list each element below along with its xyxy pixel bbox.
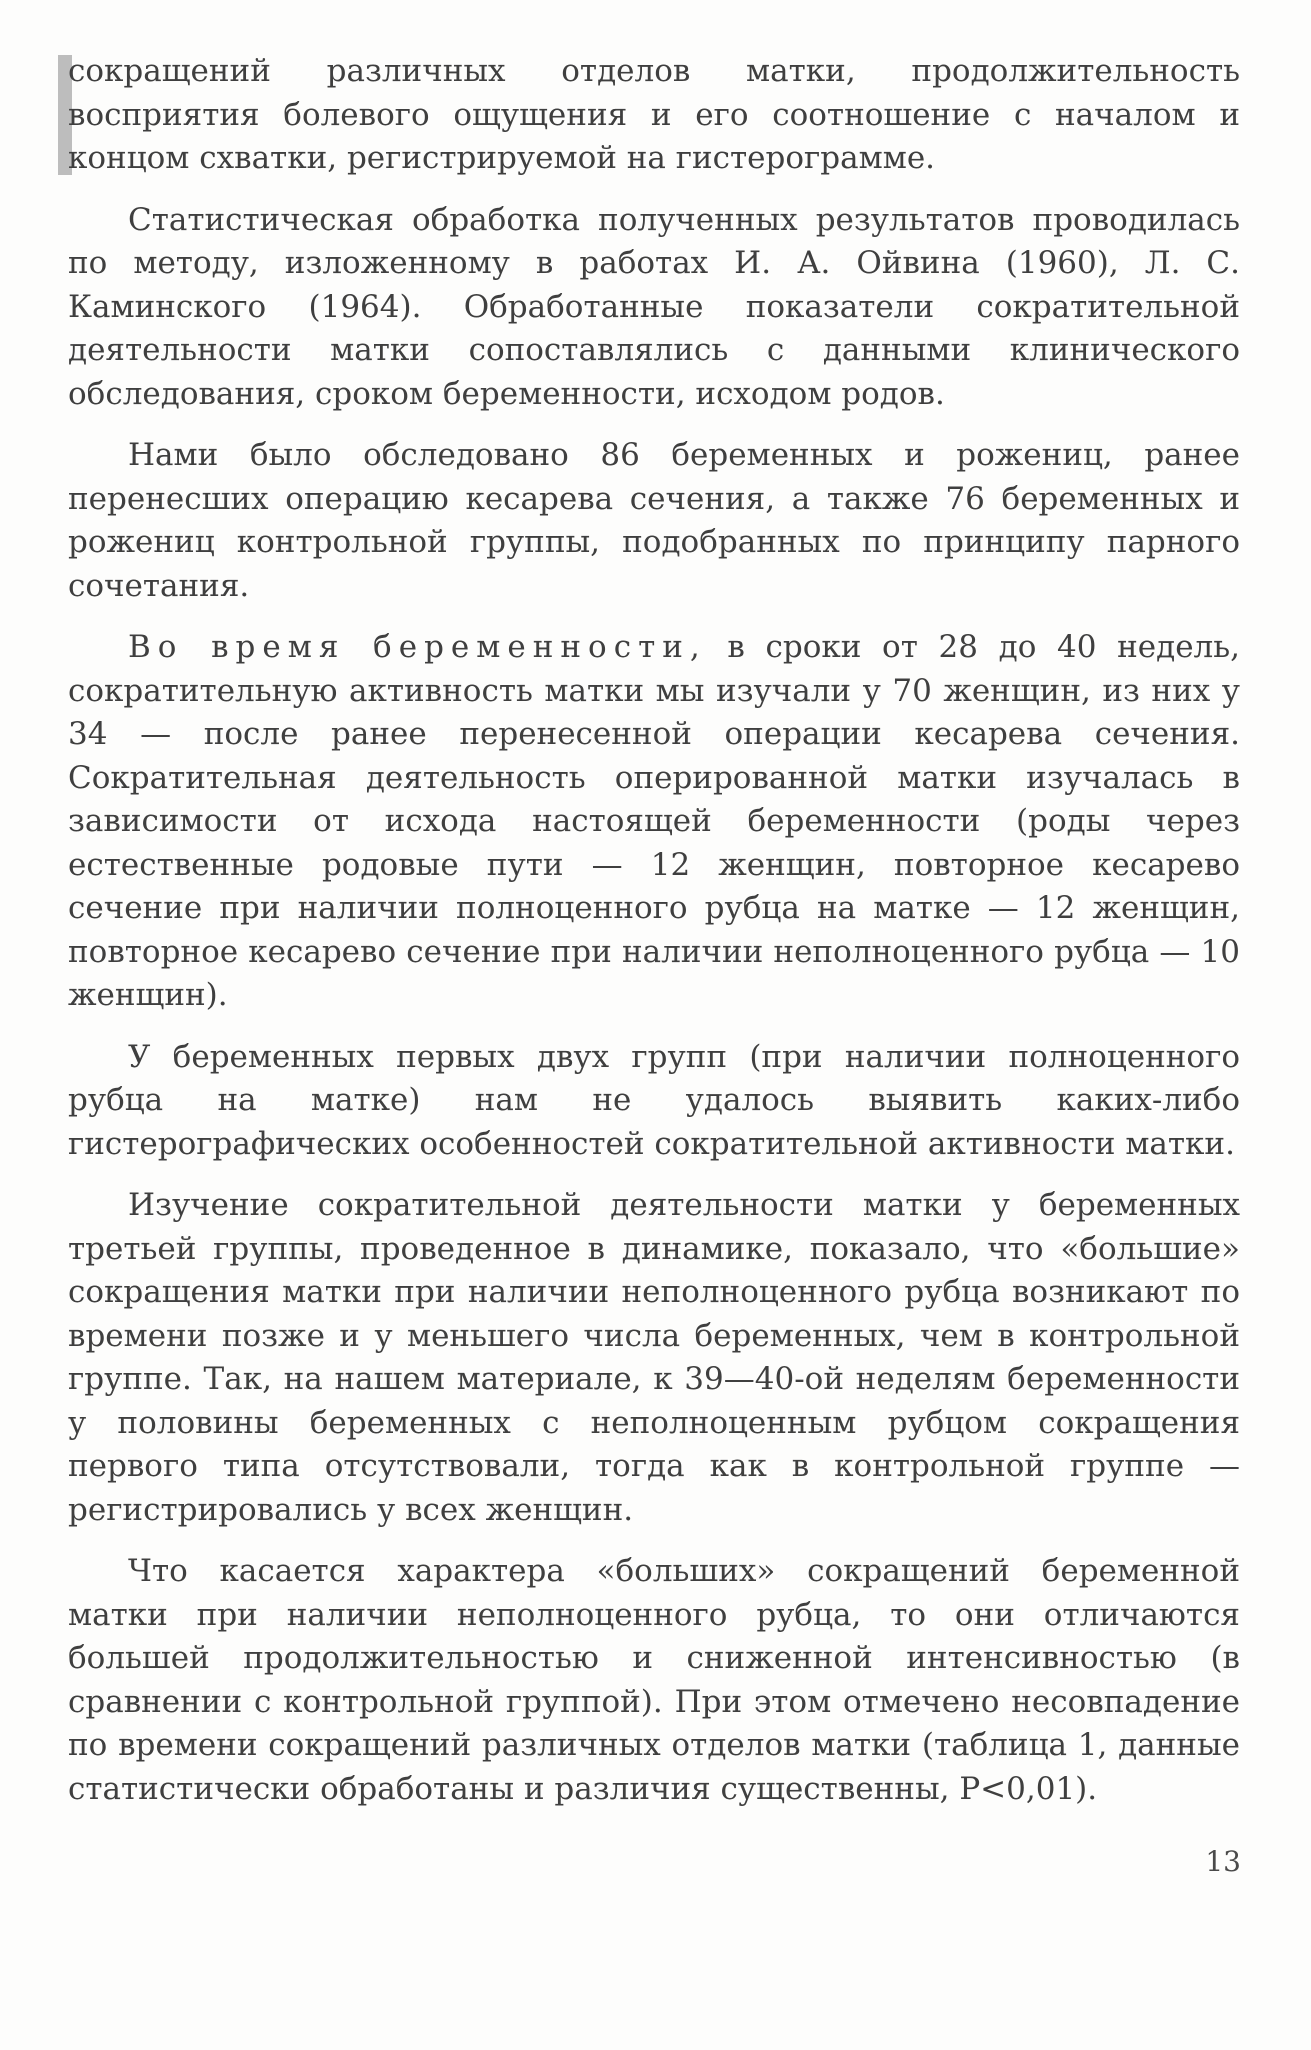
- paragraph-third-group: Изучение сократительной деятельности матки у беременных третьей группы, проведенное в динамике, показало, что «большие» сокращения матки при наличии неполноценного рубца возникают по времени позже и у меньшего числа беременных, чем в контрольной группе. Так, на нашем материале, к 39—40-ой неделям беременности у половины беременных с неполноценным рубцом сокращения первого типа отсутствовали, тогда как в контрольной группе — регистрировались у всех женщин.: [68, 1187, 1240, 1528]
- paragraph-pregnancy: [68, 626, 1240, 1018]
- paragraph-sample: Нами было обследовано 86 беременных и рожениц, ранее перенесших операцию кесарева сечения, а также 76 беременных и рожениц контрольной группы, подобранных по принципу парного сочетания.: [68, 437, 1240, 604]
- paragraph-pregnancy-text: в сроки от 28 до 40 недель, сократительную активность матки мы изучали у 70 женщин, из них у 34 — после ранее перенесенной операции кесарева сечения. Сократительная деятельность оперированной матки изучалась в зависимости от исхода настоящей беременности (роды через естественные родовые пути — 12 женщин, повторное кесарево сечение при наличии полноценного рубца на матке — 12 женщин, повторное кесарево сечение при наличии неполноценного рубца — 10 женщин).: [68, 629, 1240, 1013]
- paragraph-character: Что касается характера «больших» сокращений беременной матки при наличии неполноценного рубца, то они отличаются большей продолжительностью и сниженной интенсивностью (в сравнении с контрольной группой). При этом отмечено несовпадение по времени сокращений различных отделов матки (таблица 1, данные статистически обработаны и различия существенны, P<0,01).: [68, 1553, 1240, 1807]
- paragraph-statistics: Статистическая обработка полученных результатов проводилась по методу, изложенному в работах И. А. Ойвина (1960), Л. С. Каминского (1964). Обработанные показатели сократительной деятельности матки сопоставлялись с данными клинического обследования, сроком беременности, исходом родов.: [68, 201, 1240, 412]
- body-text: [68, 50, 1240, 1829]
- page-number: 13: [1205, 1845, 1241, 1878]
- paragraph-continuation: сокращений различных отделов матки, продолжительность восприятия болевого ощущения и его соотношение с началом и концом схватки, регистрируемой на гистерограмме.: [68, 53, 1240, 176]
- spaced-lead-phrase: Во время беременности,: [128, 629, 707, 665]
- paragraph-first-groups: У беременных первых двух групп (при наличии полноценного рубца на матке) нам не удалось выявить каких-либо гистерографических особенностей сократительной активности матки.: [68, 1038, 1240, 1162]
